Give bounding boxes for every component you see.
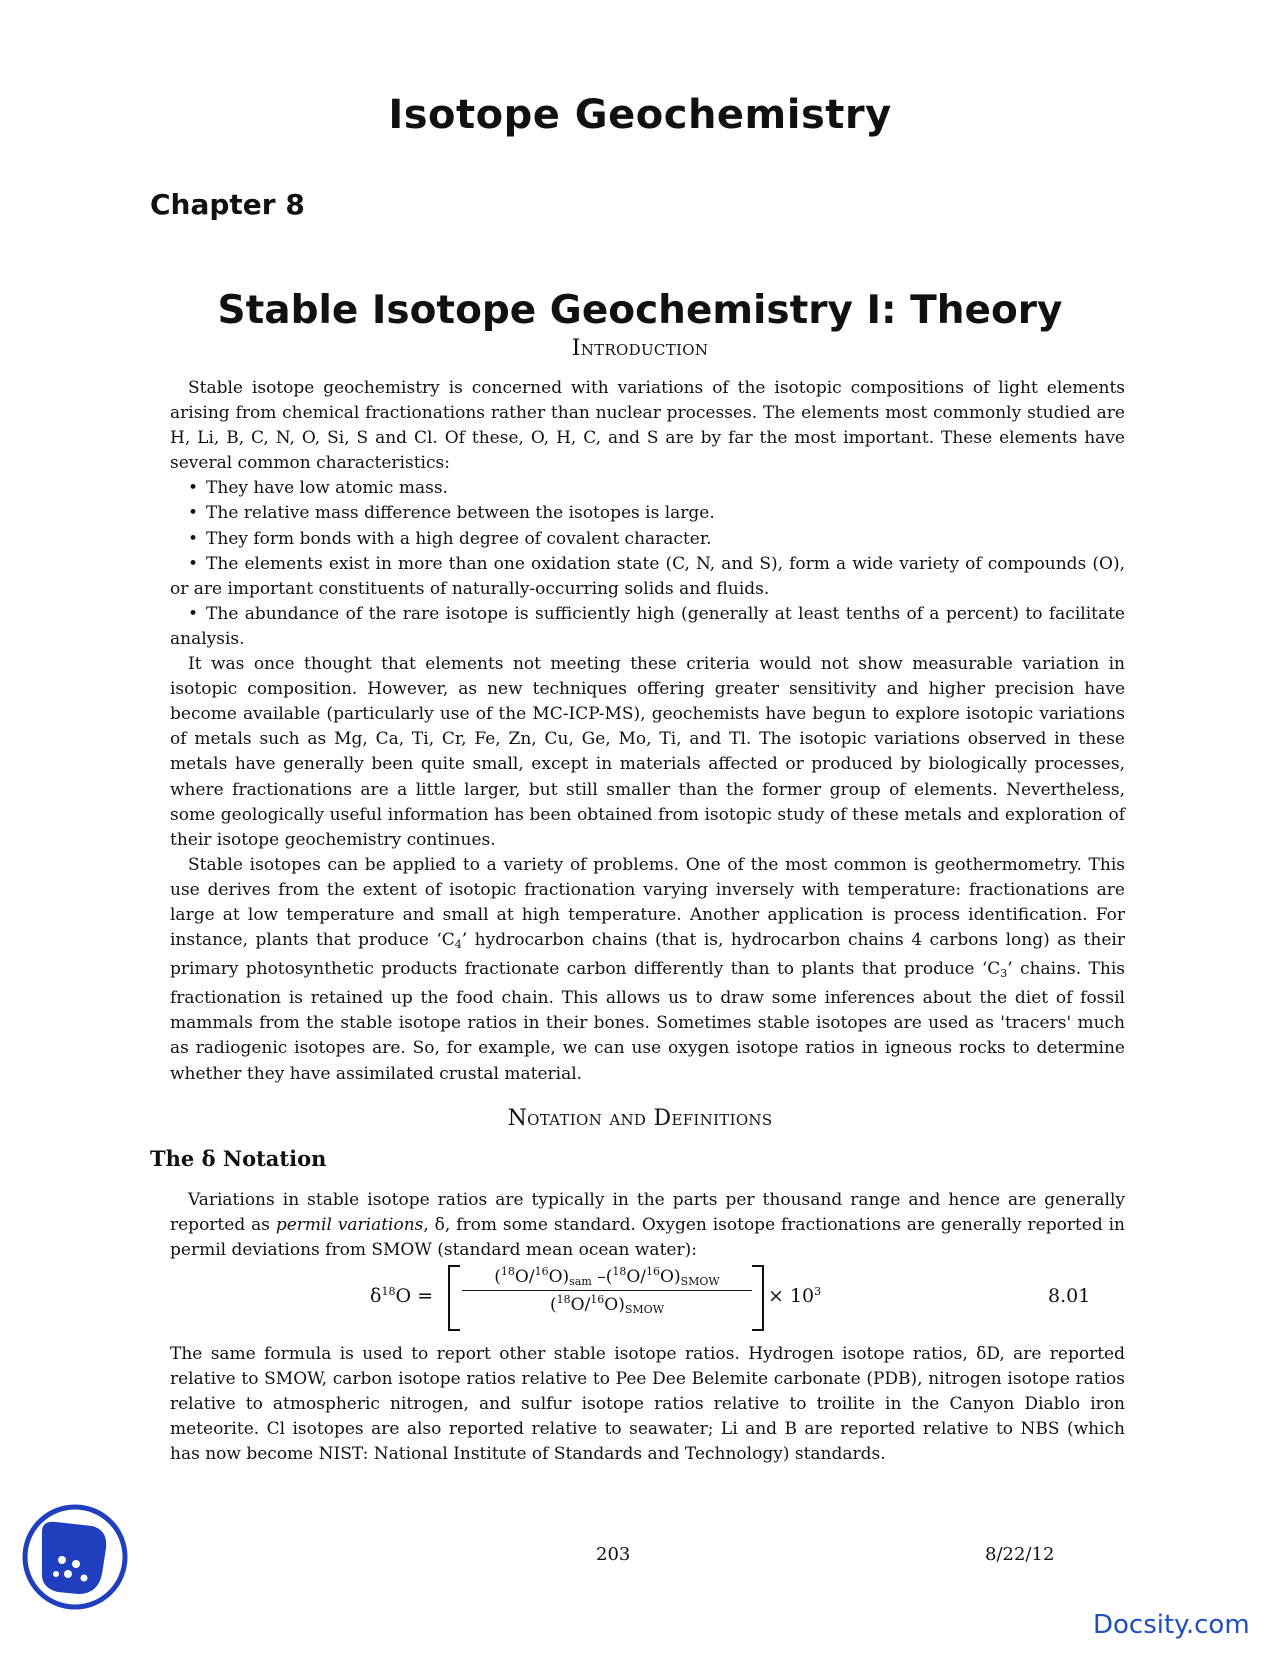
delta-paragraph-1: Variations in stable isotope ratios are typically in the parts per thousand range and hence are generally reported as permil variations, δ, from some standard. Oxygen isotope fractionations are generally reported in permil deviations from SMOW (standard mean ocean water): [170, 1190, 1125, 1261]
section-heading-notation: Notation and Definitions [507, 1106, 773, 1131]
bullet-icon: • [188, 503, 199, 524]
list-item: • The abundance of the rare isotope is sufficiently high (generally at least tenths of a percent) to facilitate analysis. [170, 603, 1125, 649]
equation-number: 8.01 [1048, 1285, 1091, 1307]
equation-fraction [462, 1265, 752, 1316]
list-item: • They form bonds with a high degree of covalent character. [188, 528, 712, 549]
bullet-icon: • [188, 553, 199, 574]
delta-notation-intro [170, 1188, 1125, 1263]
right-bracket [752, 1265, 764, 1331]
page-number: 203 [596, 1544, 631, 1565]
bullet-icon: • [188, 478, 199, 499]
equation-numerator: $(^{18}O/^{16}O)_{sam}$ $-(^{18}O/^{16}O)_{SMOW}$ [462, 1265, 752, 1291]
delta-notation-body [170, 1342, 1125, 1467]
docsity-watermark[interactable]: Docsity.com [1093, 1610, 1250, 1640]
equation-8-01 [370, 1265, 1130, 1331]
chapter-title: Stable Isotope Geochemistry I: Theory [217, 288, 1063, 333]
section-heading-introduction: Introduction [571, 336, 709, 361]
introduction-body [170, 376, 1125, 1087]
characteristics-list [170, 476, 1125, 652]
book-title: Isotope Geochemistry [388, 92, 892, 138]
delta-notation-heading: The δ Notation [150, 1146, 327, 1171]
left-bracket [448, 1265, 460, 1331]
bullet-icon: • [188, 603, 199, 624]
intro-paragraph-2: It was once thought that elements not meeting these criteria would not show measurable variation in isotopic composition. However, as new techniques offering greater sensitivity and higher precision have become available (particularly use of the MC-ICP-MS), geochemists have begun to explore isotopic variations of metals such as Mg, Ca, Ti, Cr, Fe, Zn, Cu, Ge, Mo, Ti, and Tl. The isotopic variations observed in these metals have generally been quite small, except in materials affected or produced by biologically processes, where fractionations are a little larger, but still smaller than the former group of elements. Nevertheless, some geologically useful information has been obtained from isotopic study of these metals and exploration of their isotope geochemistry continues. [170, 654, 1125, 850]
intro-paragraph-1: Stable isotope geochemistry is concerned with variations of the isotopic compositions of light elements arising from chemical fractionations rather than nuclear processes. The elements most commonly studied are H, Li, B, C, N, O, Si, S and Cl. Of these, O, H, C, and S are by far the most important. These elements have several common characteristics: [170, 378, 1125, 474]
delta-paragraph-2: The same formula is used to report other stable isotope ratios. Hydrogen isotope ratios, δD, are reported relative to SMOW, carbon isotope ratios relative to Pee Dee Belemite carbonate (PDB), nitrogen isotope ratios relative to atmospheric nitrogen, and sulfur isotope ratios relative to troilite in the Canyon Diablo iron meteorite. Cl isotopes are also reported relative to seawater; Li and B are reported relative to NBS (which has now become NIST: National Institute of Standards and Technology) standards. [170, 1344, 1125, 1465]
equation-denominator: $(^{18}O/^{16}O)_{SMOW}$ [549, 1293, 664, 1316]
equation-lhs: $\delta^{18}O$ = [370, 1285, 433, 1307]
list-item: • The elements exist in more than one oxidation state (C, N, and S), form a wide variety of compounds (O), or are important constituents of naturally-occurring solids and fluids. [170, 553, 1125, 599]
bullet-icon: • [188, 528, 199, 549]
footer-date: 8/22/12 [985, 1544, 1055, 1565]
equation-rhs: × $10^3$ [768, 1285, 822, 1307]
list-item: • They have low atomic mass. [188, 478, 448, 499]
docsity-logo-icon [22, 1504, 128, 1610]
chapter-label: Chapter 8 [150, 188, 305, 221]
intro-paragraph-3: Stable isotopes can be applied to a variety of problems. One of the most common is geothermometry. This use derives from the extent of isotopic fractionation varying inversely with temperature: fractionations are large at low temperature and small at high temperature. Another application is process identification. For instance, plants that produce ‘$C_4$’ hydrocarbon chains (that is, hydrocarbon chains 4 carbons long) as their primary photosynthetic products fractionate carbon differently than to plants that produce ‘$C_3$’ chains. This fractionation is retained up the food chain. This allows us to draw some inferences about the diet of fossil mammals from the stable isotope ratios in their bones. Sometimes stable isotopes are used as 'tracers' much as radiogenic isotopes are. So, for example, we can use oxygen isotope ratios in igneous rocks to determine whether they have assimilated crustal material. [170, 854, 1125, 1084]
emphasis-permil: permil variations [275, 1215, 424, 1236]
list-item: • The relative mass difference between the isotopes is large. [188, 503, 715, 524]
